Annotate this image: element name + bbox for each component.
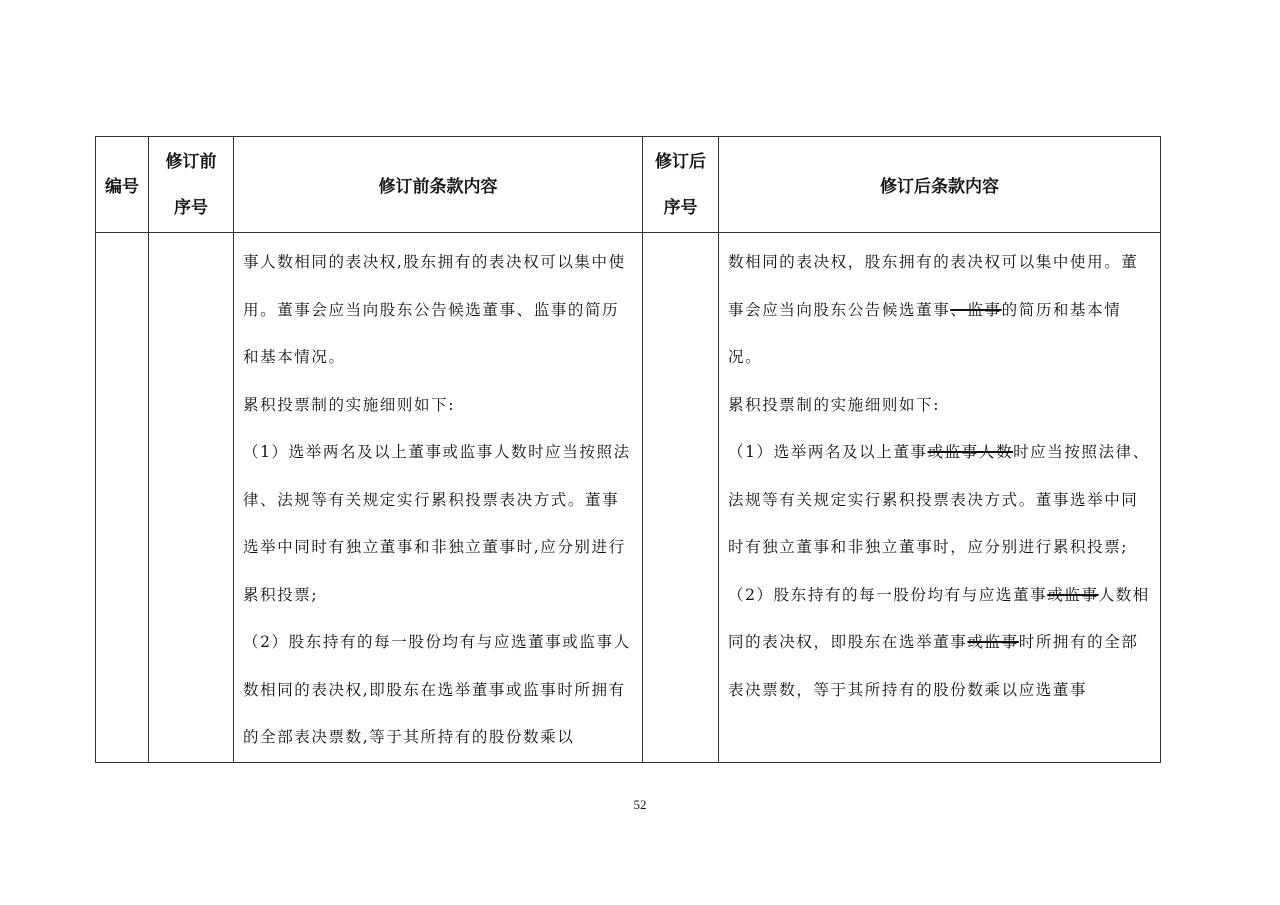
before-paragraph: 事人数相同的表决权,股东拥有的表决权可以集中使用。董事会应当向股东公告候选董事、监事的简历和基本情况。 <box>243 253 626 366</box>
before-paragraph: 累积投票制的实施细则如下: <box>243 395 456 414</box>
after-content-text <box>719 233 1160 714</box>
cell-after-content <box>719 233 1161 763</box>
cell-number <box>96 233 149 763</box>
after-text-segment: 的简历和基本情况。 <box>728 300 1122 366</box>
header-before-content: 修订前条款内容 <box>234 137 643 233</box>
after-text-segment: 时应当按照法律、法规等有关规定实行累积投票表决方式。董事选举中同时有独立董事和非独立董事时，应分别进行累积投票; <box>728 443 1150 556</box>
before-content-text <box>234 233 642 762</box>
after-paragraph <box>728 572 1152 715</box>
table-header-row <box>96 137 1161 233</box>
header-after-content: 修订后条款内容 <box>719 137 1161 233</box>
revision-comparison-table <box>95 136 1161 763</box>
table-row <box>96 233 1161 763</box>
header-number: 编号 <box>96 137 149 233</box>
after-text-segment: （1）选举两名及以上董事 <box>728 443 928 461</box>
header-before-index-line1: 修订前 <box>165 151 217 172</box>
header-before-index-line2: 序号 <box>174 197 208 218</box>
cell-after-index <box>643 233 719 763</box>
header-before-index <box>149 137 234 233</box>
header-after-index <box>643 137 719 233</box>
after-text-segment: 数相同的表决权，股东拥有的表决权可以集中使用。董事会应当向股东公告候选董事 <box>728 253 1139 319</box>
before-paragraph: （1）选举两名及以上董事或监事人数时应当按照法律、法规等有关规定实行累积投票表决方式。董事选举中同时有独立董事和非独立董事时,应分别进行累积投票; <box>243 443 631 604</box>
deleted-text: 或监事 <box>967 633 1019 651</box>
header-after-index-line1: 修订后 <box>655 151 706 172</box>
cell-before-content <box>234 233 643 763</box>
deleted-text: 或监事 <box>1047 585 1099 604</box>
after-text-segment: 时所拥有的全部表决票数，等于其所持有的股份数乘以应选董事 <box>728 633 1139 699</box>
cell-before-index <box>149 233 234 763</box>
after-text-segment: 人数相同的表决权，即股东在选举董事 <box>728 585 1150 651</box>
deleted-text: 或监事人数 <box>927 443 1014 461</box>
before-paragraph: （2）股东持有的每一股份均有与应选董事或监事人数相同的表决权,即股东在选举董事或监事时所拥有的全部表决票数,等于其所持有的股份数乘以 <box>243 633 631 746</box>
after-paragraph <box>728 382 1152 430</box>
after-text-segment: 累积投票制的实施细则如下: <box>728 395 941 414</box>
after-text-segment: （2）股东持有的每一股份均有与应选董事 <box>728 585 1048 604</box>
header-after-index-line2: 序号 <box>663 197 698 218</box>
page-number: 52 <box>633 797 647 812</box>
after-paragraph <box>728 239 1152 382</box>
after-paragraph <box>728 429 1152 572</box>
deleted-text: 、监事 <box>950 300 1002 319</box>
